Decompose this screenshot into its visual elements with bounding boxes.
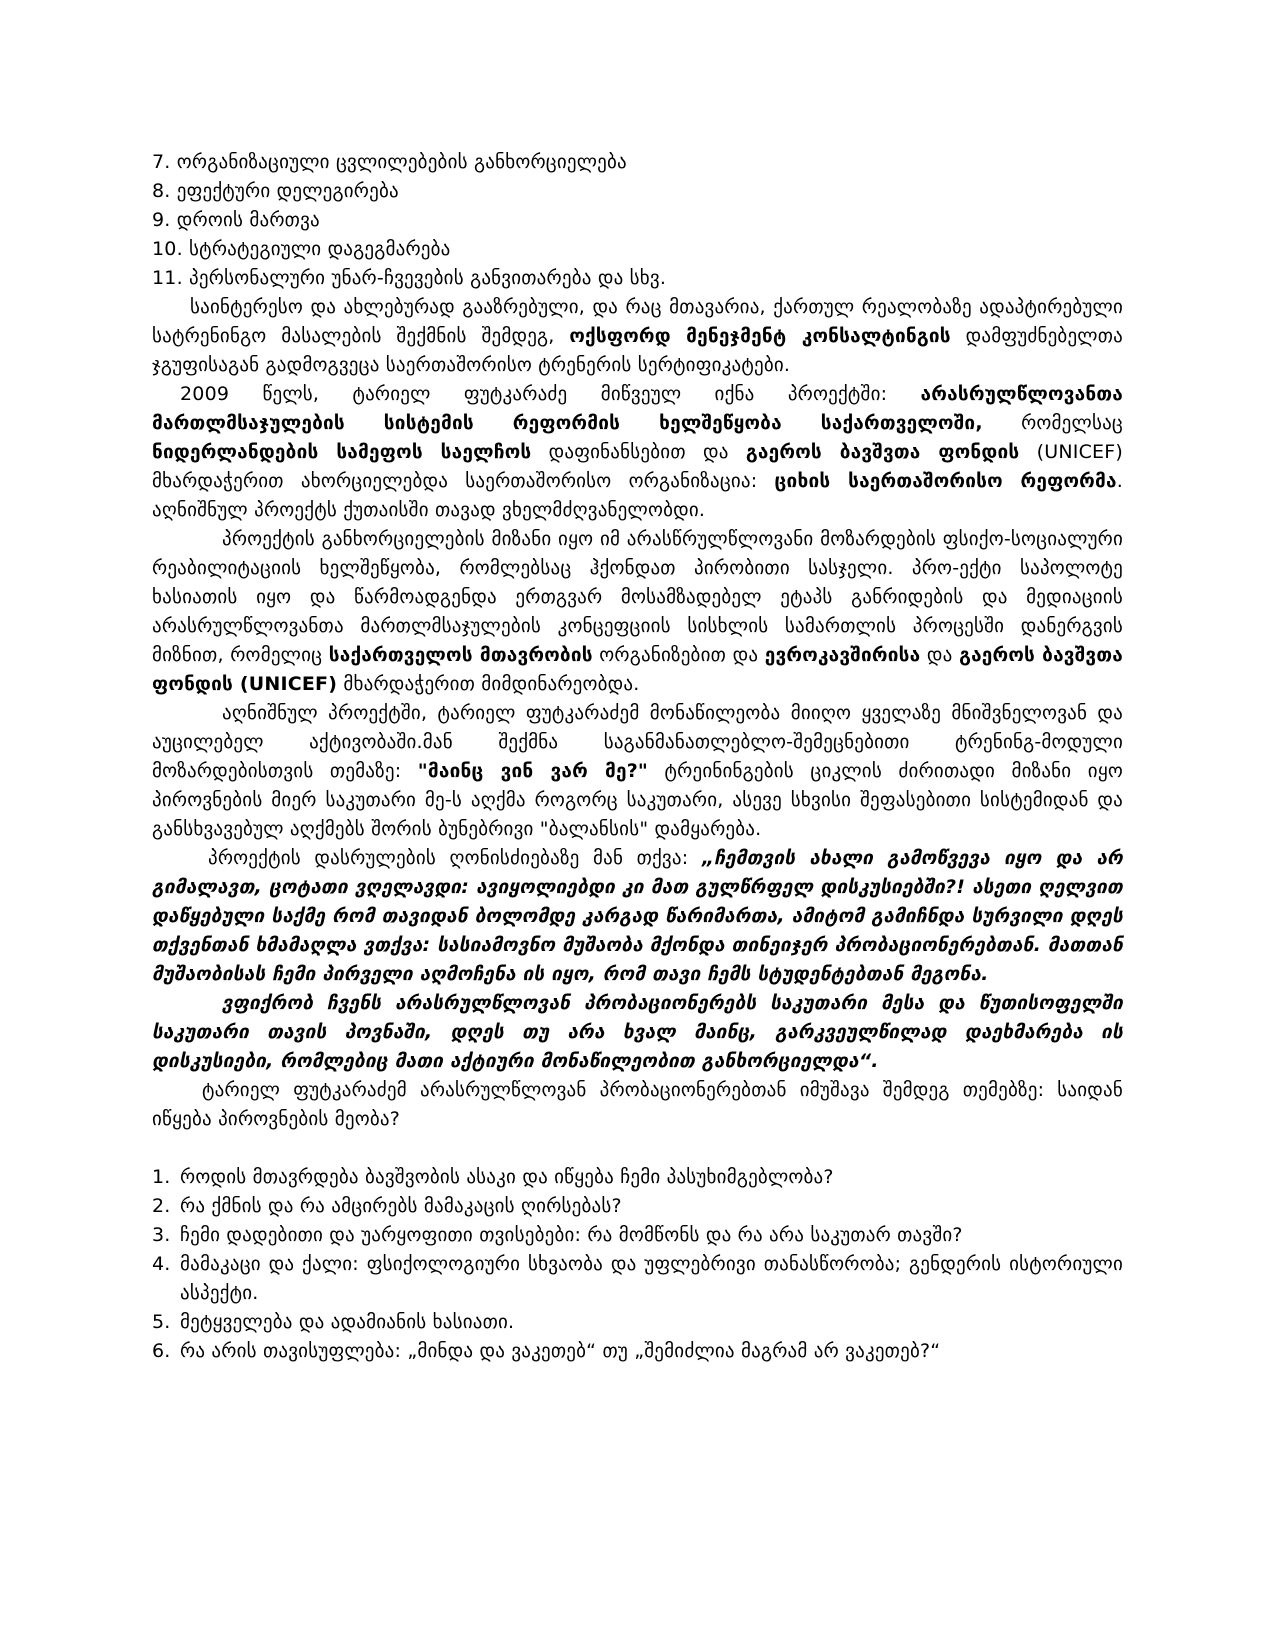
paragraph-quote-continued (152, 989, 1123, 1076)
bold-run: ციხის საერთაშორისო რეფორმა (774, 470, 1117, 492)
numbered-list-top (152, 148, 1123, 293)
text-run: დამფუძნებელთა ჯგუფისაგან გადმოგვეცა საერთაშორისო ტრენერის სერტიფიკატები. (152, 325, 1123, 376)
list-item (152, 1250, 1123, 1308)
text-run: დაფინანსებით და (531, 441, 746, 463)
text-run: ორგანიზებით და (592, 644, 765, 666)
quote-run: „ჩემთვის ახალი გამოწვევა იყო და არ გიმალავთ, ცოტათი ვღელავდი: ავიყოლიებდი კი მათ გულწრფელ დისკუსიებში?! ასეთი ღელვით დაწყებული საქმე რომ თავიდან ბოლომდე კარგად წარიმართა, ამიტომ გამიჩნდა სურვილი დღეს თქვენთან ხმამაღლა ვთქვა: სასიამოვნო მუშაობა მქონდა თინეიჯერ პრობაციონერებთან. მათთან მუშაობისას ჩემი პირველი აღმოჩენა ის იყო, რომ თავი ჩემს სტუდენტებთან მეგონა. (152, 847, 1124, 985)
quote-run: ვფიქრობ ჩვენს არასრულწლოვან პრობაციონერებს საკუთარი მესა და წუთისოფელში საკუთარი თავის პოვნაში, დღეს თუ არა ხვალ მაინც, გარკვეულწილად დაეხმარება ის დისკუსიები, რომლებიც მათი აქტიური მონაწილეობით განხორციელდა“. (152, 992, 1123, 1072)
list-item: 11. პერსონალური უნარ-ჩვევების განვითარება და სხვ. (152, 267, 667, 289)
list-text: რა არის თავისუფლება: „მინდა და ვაკეთებ“ თუ „შემიძლია მაგრამ არ ვაკეთებ?“ (180, 1340, 941, 1362)
bold-run: საქართველოს მთავრობის (328, 644, 593, 666)
text-run: აღნიშნულ პროექტში, ტარიელ ფუტკარაძემ მონაწილეობა მიიღო ყველაზე მნიშვნელოვან და აუცილებელ აქტივობაში.მან შექმნა საგანმანათლებლო-შემეცნებითი ტრენინგ-მოდული მოზარდებისთვის თემაზე: (152, 702, 1123, 782)
text-run: პროექტის განხორციელების მიზანი იყო იმ არასწრულწლოვანი მოზარდების ფსიქო-სოციალური რეაბილიტაციის ხელშეწყობა, რომლებსაც ჰქონდათ პირობითი სასჯელი. პრო-ექტი საპოლოტე ხასიათის იყო და წარმოადგენდა ერთგვარ მოსამზადებელ ეტაპს განრიდების და მედიაციის არასრულწლოვანთა მართლმსაჯულების კონცეფციის სისხლის სამართლის პროცესში დანერგვის მიზნით, რომელიც (152, 528, 1123, 666)
paragraph-project-goal (152, 525, 1123, 699)
text-run: და (920, 644, 960, 666)
list-item: 9. დროის მართვა (152, 209, 320, 231)
bold-run: "მაინც ვინ ვარ მე?" (417, 760, 649, 782)
bold-run: ნიდერლანდების სამეფოს საელჩოს (152, 441, 532, 463)
list-item (152, 1163, 1123, 1192)
text-run: მხარდაჭერით მიმდინარეობდა. (337, 673, 640, 695)
bold-run: გაეროს ბავშვთა ფონდის (UNICEF) (152, 644, 1123, 695)
spacer (152, 1134, 1123, 1163)
bold-run: ოქსფორდ მენეჯმენტ კონსალტინგის (569, 325, 951, 347)
text-run: პროექტის დასრულების ღონისძიებაზე მან თქვა: (208, 847, 702, 869)
list-text: რა ქმნის და რა ამცირებს მამაკაცის ღირსებას? (180, 1195, 622, 1217)
list-number: 2. (152, 1195, 171, 1217)
list-item (152, 1337, 1123, 1366)
list-text: როდის მთავრდება ბავშვობის ასაკი და იწყება ჩემი პასუხიმგებლობა? (180, 1166, 834, 1188)
list-item: 8. ეფექტური დელეგირება (152, 180, 399, 202)
list-item (152, 1221, 1123, 1250)
text-run: ტრეინინგების ციკლის ძირითადი მიზანი იყო პიროვნების მიერ საკუთარი მე-ს აღქმა როგორც საკუთარი, ასევე სხვისი შეფასებითი სისტემიდან და განსხვავებულ აღქმებს შორის ბუნებრივი "ბალანსის" დამყარება. (152, 760, 1124, 840)
text-run: 2009 წელს, ტარიელ ფუტკარაძე მიწვეულ იქნა პროექტში: (180, 383, 921, 405)
list-number: 5. (152, 1311, 171, 1333)
numbered-list-topics (152, 1163, 1123, 1366)
list-item (152, 1192, 1123, 1221)
list-number: 1. (152, 1166, 171, 1188)
list-number: 4. (152, 1253, 171, 1275)
list-text: ჩემი დადებითი და უარყოფითი თვისებები: რა მომწონს და რა არა საკუთარ თავში? (180, 1224, 963, 1246)
bold-run: ევროკავშირისა (764, 644, 921, 666)
paragraph-training-module (152, 699, 1123, 844)
list-number: 6. (152, 1340, 171, 1362)
list-item: 10. სტრატეგიული დაგეგმარება (152, 238, 451, 260)
text-run: რომელსაც (982, 412, 1123, 434)
paragraph-topics-intro (152, 1076, 1123, 1134)
list-item (152, 1308, 1123, 1337)
list-text: მამაკაცი და ქალი: ფსიქოლოგიური სხვაობა და უფლებრივი თანასწორობა; გენდერის ისტორიული ასპექტი. (180, 1253, 1123, 1304)
paragraph-closing-quote (152, 844, 1123, 989)
bold-run: გაეროს ბავშვთა ფონდის (745, 441, 1020, 463)
text-run: ტარიელ ფუტკარაძემ არასრულწლოვან პრობაციონერებთან იმუშავა შემდეგ თემებზე: საიდან იწყება პიროვნების მეობა? (152, 1079, 1123, 1130)
paragraph-project-2009 (152, 380, 1123, 525)
list-text: მეტყველება და ადამიანის ხასიათი. (180, 1311, 515, 1333)
list-item: 7. ორგანიზაციული ცვლილებების განხორციელება (152, 151, 627, 173)
text-run: . აღნიშნულ პროექტს ქუთაისში თავად ვხელმძღვანელობდი. (152, 470, 1123, 521)
text-run: (UNICEF) მხარდაჭერით ახორციელებდა საერთაშორისო ორგანიზაცია: (152, 441, 1124, 492)
bold-run: არასრულწლოვანთა მართლმსაჯულების სისტემის რეფორმის ხელშეწყობა საქართველოში, (152, 383, 1123, 434)
text-run: საინტერესო და ახლებურად გააზრებული, და რაც მთავარია, ქართულ რეალობაზე ადაპტირებული სატრენინგო მასალების შექმნის შემდეგ, (152, 296, 1123, 347)
paragraph-certificates (152, 293, 1123, 380)
list-number: 3. (152, 1224, 171, 1246)
